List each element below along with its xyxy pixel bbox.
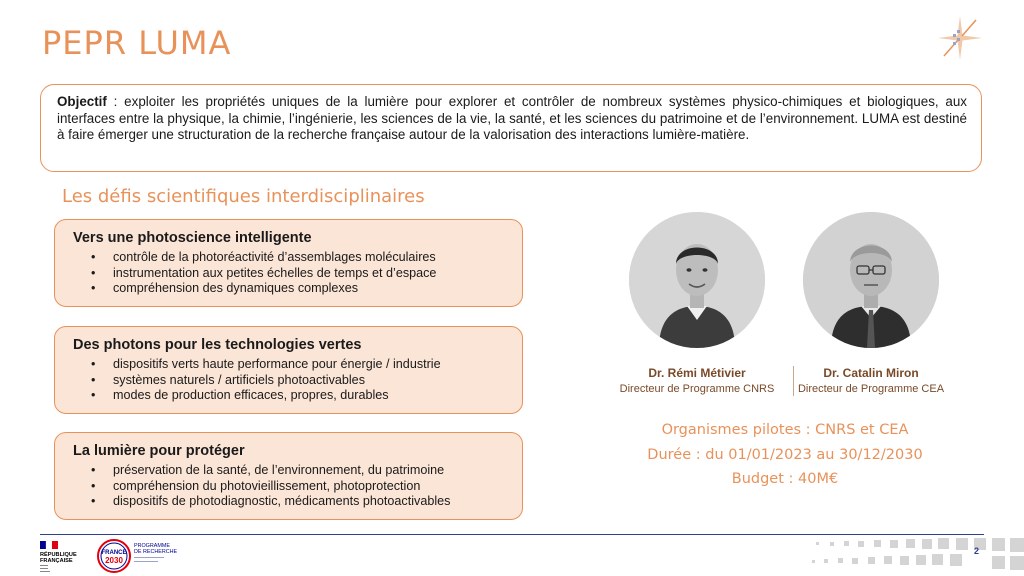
defi-title: Des photons pour les technologies vertes — [73, 337, 362, 353]
pilot-organisations: Organismes pilotes : CNRS et CEA — [661, 422, 909, 438]
defi-item: • contrôle de la photoréactivité d’assemblages moléculaires — [91, 250, 506, 266]
objective-box — [40, 84, 982, 172]
portrait-remi-metivier — [629, 212, 765, 348]
footer-divider — [40, 534, 984, 535]
person-name: Dr. Catalin Miron — [823, 366, 919, 380]
person-role: Directeur de Programme CNRS — [619, 383, 775, 395]
section-subtitle: Les défis scientifiques interdisciplinaires — [62, 186, 425, 207]
defi-list — [91, 463, 506, 510]
defi-item: • instrumentation aux petites échelles de temps et d’espace — [91, 266, 506, 282]
defi-item: • dispositifs verts haute performance pour énergie / industrie — [91, 357, 506, 373]
objective-text: : exploiter les propriétés uniques de la lumière pour explorer et contrôler de nombreux systèmes physico-chimiques et biologiques, aux interfaces entre la physique, la chimie, l’ingénierie, les sciences de la vie, la santé, et les sciences du patrimoine et de l’environnement. LUMA est destiné à faire émerger une structuration de la recherche française autour de la valorisation des interactions lumière-matière. — [57, 94, 967, 142]
slide-title: PEPR LUMA — [42, 24, 232, 62]
person-silhouette-icon — [803, 212, 939, 348]
defi-box — [54, 219, 523, 307]
defi-title: La lumière pour protéger — [73, 443, 245, 459]
star-burst-logo-icon — [936, 14, 984, 62]
page-number: 2 — [974, 546, 980, 556]
defi-item: • compréhension des dynamiques complexes — [91, 281, 506, 297]
defi-item: • systèmes naturels / artificiels photoactivables — [91, 373, 506, 389]
defi-item: • compréhension du photovieillissement, photoprotection — [91, 479, 506, 495]
defi-list — [91, 357, 506, 404]
program-line2: DE RECHERCHE — [134, 549, 178, 555]
republique-francaise-logo-icon — [40, 540, 88, 574]
rf-line2: FRANÇAISE — [40, 558, 73, 564]
portrait-catalin-miron — [803, 212, 939, 348]
decorative-dots-icon — [810, 538, 1024, 576]
defi-box — [54, 432, 523, 520]
defi-list — [91, 250, 506, 297]
rf-line1: RÉPUBLIQUE — [40, 552, 77, 558]
france-2030-logo-icon — [96, 538, 188, 574]
person-name: Dr. Rémi Métivier — [648, 366, 746, 380]
defi-item: • modes de production efficaces, propres, durables — [91, 388, 506, 404]
person-role: Directeur de Programme CEA — [797, 383, 945, 395]
defi-box — [54, 326, 523, 414]
france-label: FRANCE — [101, 550, 127, 556]
year-label: 2030 — [105, 556, 123, 565]
program-budget: Budget : 40M€ — [731, 471, 839, 487]
program-line1: PROGRAMME — [134, 543, 170, 549]
defi-item: • dispositifs de photodiagnostic, médicaments photoactivables — [91, 494, 506, 510]
defi-item: • préservation de la santé, de l’environnement, du patrimoine — [91, 463, 506, 479]
program-duration: Durée : du 01/01/2023 au 30/12/2030 — [647, 447, 923, 463]
defi-title: Vers une photoscience intelligente — [73, 230, 312, 246]
objective-label: Objectif — [57, 94, 107, 109]
person-silhouette-icon — [629, 212, 765, 348]
